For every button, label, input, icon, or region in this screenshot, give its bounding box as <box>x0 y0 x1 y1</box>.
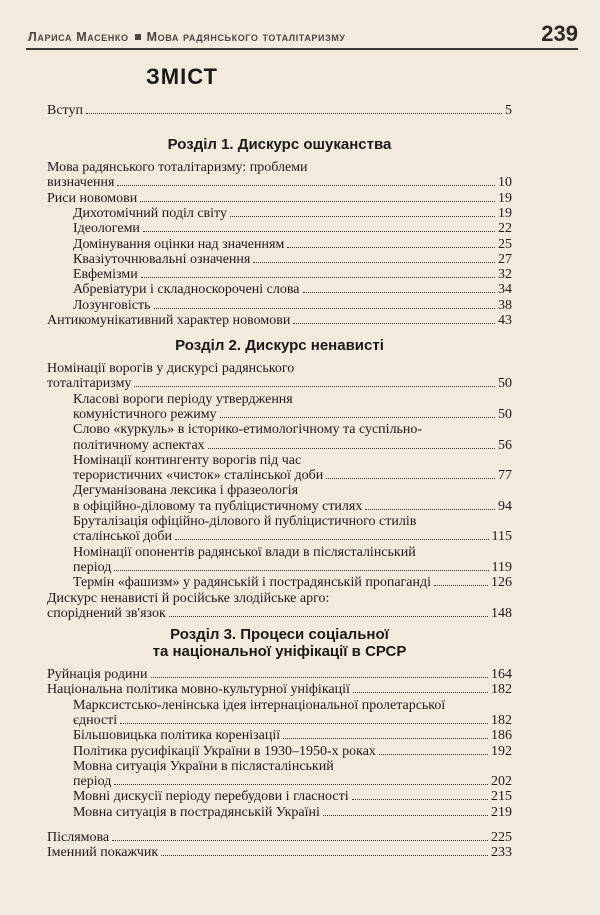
entry-page: 34 <box>498 282 512 298</box>
dot-leader <box>117 174 495 186</box>
entry-title: тоталітаризму <box>47 376 132 392</box>
entry-title: єдності <box>73 712 118 728</box>
entry-title: політичному аспектах <box>73 437 205 453</box>
entry-page: 38 <box>498 297 512 313</box>
entry-title: Національна політика мовно-культурної уніфікації <box>47 682 350 698</box>
dot-leader <box>175 528 488 540</box>
entry-page: 164 <box>491 667 512 682</box>
dot-leader <box>253 251 495 263</box>
header-book-title: Мова радянського тоталітаризму <box>146 30 346 44</box>
entry-title: Руйнація родини <box>47 667 148 682</box>
entry-page: 56 <box>498 437 512 453</box>
entry-page: 225 <box>491 830 512 845</box>
entry-title: Номінації ворогів у дискурсі радянського <box>47 361 295 376</box>
dot-leader <box>140 190 495 202</box>
section-heading: та національної уніфікації в СРСР <box>152 643 407 660</box>
dot-leader <box>434 574 488 586</box>
entry-page: 233 <box>491 845 512 861</box>
entry-title: Евфемізми <box>73 267 138 283</box>
page-number: 239 <box>541 21 578 46</box>
entry-title: Дегуманізована лексика і фразеологія <box>73 483 299 499</box>
table-of-contents <box>47 0 512 915</box>
dot-leader <box>352 788 488 800</box>
dot-leader <box>154 297 496 309</box>
entry-page: 192 <box>491 743 512 759</box>
entry-page: 119 <box>491 559 512 575</box>
entry-title: Класові вороги періоду утвердження <box>73 391 293 407</box>
toc-entry-line[interactable] <box>47 312 512 329</box>
entry-title: Післямова <box>47 830 110 845</box>
entry-title: сталінської доби <box>73 529 173 545</box>
entry-title: Абревіатури і складноскорочені слова <box>73 282 300 298</box>
toc-entry-line[interactable] <box>73 804 512 821</box>
dot-leader <box>208 437 495 449</box>
entry-page: 94 <box>498 498 512 514</box>
entry-title: Дискурс ненависті й російське злодійське арго: <box>47 590 330 606</box>
entry-title: Термін «фашизм» у радянській і пострадянській пропаганді <box>73 575 432 591</box>
entry-page: 219 <box>491 804 512 820</box>
section-heading: Розділ 2. Дискурс ненависті <box>175 337 384 354</box>
entry-page: 5 <box>505 103 512 118</box>
entry-page: 19 <box>498 190 512 206</box>
entry-title: Мовна ситуація України в післясталінський <box>73 758 334 774</box>
entry-title: Слово «куркуль» в історико-етимологічному та суспільно- <box>73 422 423 438</box>
entry-title: Вступ <box>47 103 83 118</box>
toc-entry-line[interactable] <box>47 605 512 622</box>
dot-leader <box>379 743 488 755</box>
entry-title: Ідеологеми <box>73 221 140 237</box>
entry-page: 115 <box>491 529 512 545</box>
dot-leader <box>230 205 495 217</box>
section-heading: Розділ 1. Дискурс ошуканства <box>167 136 392 153</box>
dot-leader <box>365 498 495 510</box>
entry-title: терористичних «чисток» сталінської доби <box>73 468 324 484</box>
dot-leader <box>120 712 488 724</box>
dot-leader <box>141 266 495 278</box>
page-title: ЗМІСТ <box>146 64 218 89</box>
entry-title: Лозунговість <box>73 297 151 313</box>
dot-leader <box>143 220 495 232</box>
entry-title: період <box>73 774 112 790</box>
entry-title: Домінування оцінки над значенням <box>73 236 285 252</box>
dot-leader <box>134 375 495 387</box>
entry-title: Мовні дискусії періоду перебудови і гласності <box>73 789 349 805</box>
entry-page: 32 <box>498 267 512 283</box>
dot-leader <box>293 312 495 324</box>
entry-page: 186 <box>491 728 512 744</box>
entry-title: Політика русифікації України в 1930–1950-х роках <box>73 743 376 759</box>
entry-title: Риси новомови <box>47 190 138 206</box>
entry-page: 25 <box>498 236 512 252</box>
entry-title: Номінації контингенту ворогів під час <box>73 452 302 468</box>
entry-title: Марксистсько-ленінська ідея інтернаціональної пролетарської <box>73 697 446 713</box>
dot-leader <box>114 559 488 571</box>
entry-page: 182 <box>491 682 512 698</box>
entry-page: 148 <box>491 605 512 621</box>
dot-leader <box>303 281 495 293</box>
dot-leader <box>326 467 495 479</box>
dot-leader <box>353 681 488 693</box>
dot-leader <box>112 829 488 841</box>
entry-title: комуністичного режиму <box>73 406 217 422</box>
entry-page: 126 <box>491 575 512 591</box>
dot-leader <box>283 727 488 739</box>
toc-entry-line[interactable] <box>47 102 512 119</box>
entry-page: 215 <box>491 789 512 805</box>
dot-leader <box>220 406 495 418</box>
dot-leader <box>169 605 488 617</box>
entry-page: 202 <box>491 774 512 790</box>
dot-leader <box>86 102 502 114</box>
header-author: Лариса Масенко <box>28 30 129 44</box>
entry-title: Бруталізація офіційно-ділового й публіцистичного стилів <box>73 514 417 529</box>
section-heading: Розділ 3. Процеси соціальної <box>170 626 389 643</box>
entry-page: 22 <box>498 221 512 237</box>
toc-entry-line[interactable] <box>47 844 512 861</box>
entry-page: 43 <box>498 313 512 328</box>
entry-page: 27 <box>498 251 512 267</box>
entry-title: Номінації опонентів радянської влади в післясталінський <box>73 544 416 560</box>
entry-title: визначення <box>47 175 115 191</box>
entry-page: 50 <box>498 406 512 422</box>
entry-title: Більшовицька політика коренізації <box>73 728 281 744</box>
entry-title: Дихотомічний поділ світу <box>73 205 227 221</box>
entry-title: Мовна ситуація в пострадянській Україні <box>73 804 320 820</box>
entry-page: 10 <box>498 175 512 191</box>
dot-leader <box>161 844 488 856</box>
entry-title: в офіційно-діловому та публіцистичному стилях <box>73 498 363 514</box>
entry-title: Антикомунікативний характер новомови <box>47 313 291 328</box>
dot-leader <box>323 804 488 816</box>
entry-page: 77 <box>498 468 512 484</box>
entry-title: Іменний покажчик <box>47 845 159 861</box>
entry-page: 182 <box>491 712 512 728</box>
entry-title: Мова радянського тоталітаризму: проблеми <box>47 160 308 175</box>
dot-leader <box>114 773 488 785</box>
entry-page: 19 <box>498 205 512 221</box>
entry-title: споріднений зв'язок <box>47 605 166 621</box>
entry-title: період <box>73 559 112 575</box>
entry-title: Квазіуточнювальні означення <box>73 251 251 267</box>
dot-leader <box>151 666 488 678</box>
entry-page: 50 <box>498 376 512 392</box>
dot-leader <box>287 236 495 248</box>
